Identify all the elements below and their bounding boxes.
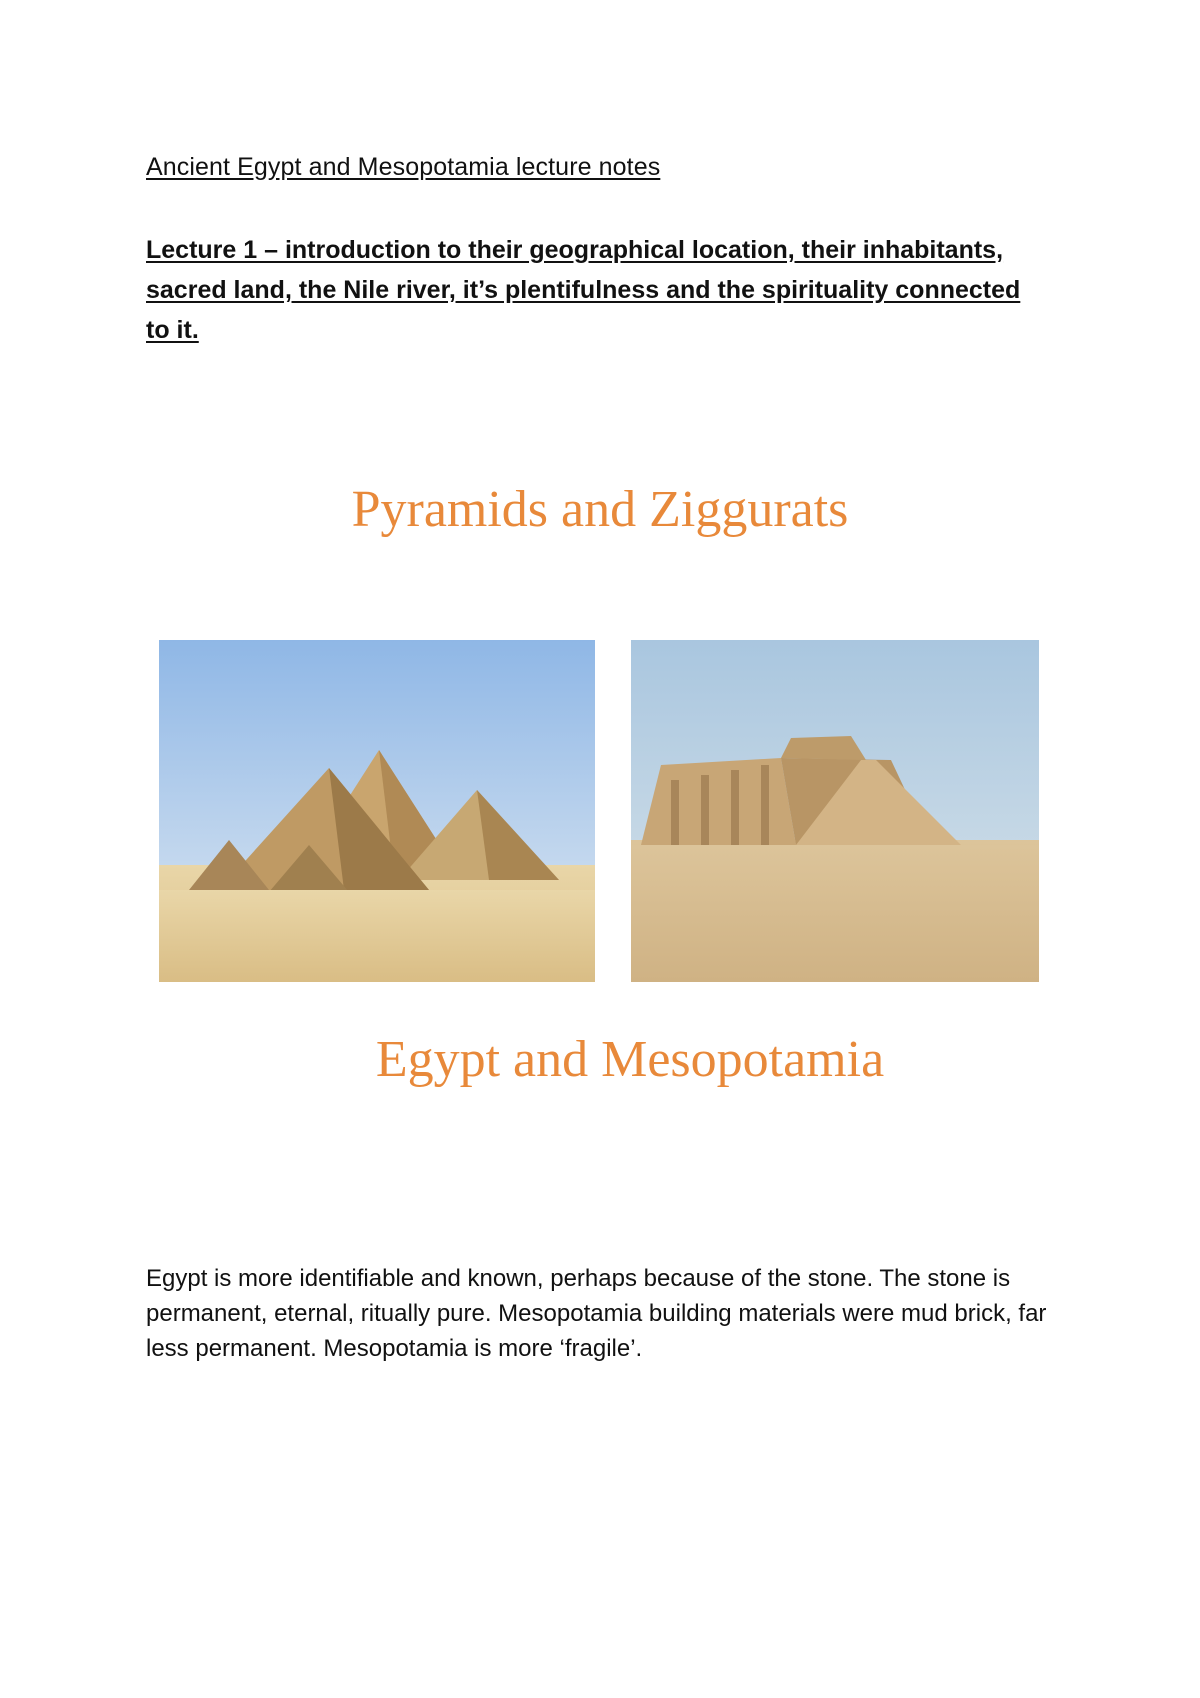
lecture-heading: Lecture 1 – introduction to their geographical location, their inhabitants, sacred land, the Nile river, it’s plentifulness and the spirituality connected to it. bbox=[146, 236, 1021, 344]
slide-title-top: Pyramids and Ziggurats bbox=[351, 481, 849, 538]
ziggurat-photo-image bbox=[631, 640, 1039, 982]
document-title: Ancient Egypt and Mesopotamia lecture notes bbox=[146, 153, 661, 181]
pyramids-photo-image bbox=[159, 640, 595, 982]
slide-title-bottom: Egypt and Mesopotamia bbox=[375, 1031, 885, 1088]
body-paragraph: Egypt is more identifiable and known, perhaps because of the stone. The stone is permanent, eternal, ritually pure. Mesopotamia building materials were mud brick, far less permanent. Mesopotamia is more ‘fragile’. bbox=[146, 1265, 1047, 1362]
ziggurat-photo bbox=[631, 640, 1039, 982]
pyramids-photo bbox=[159, 640, 595, 982]
